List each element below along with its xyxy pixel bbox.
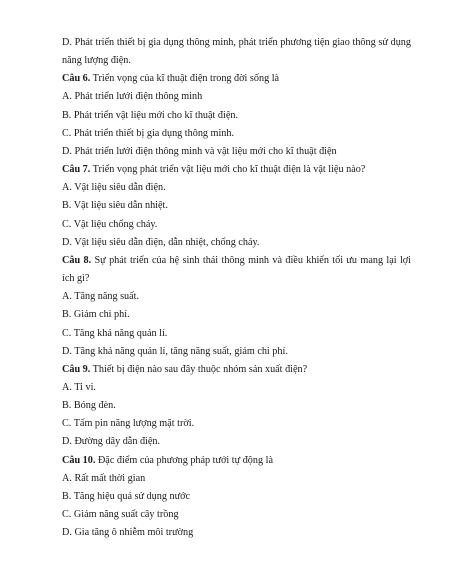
question-6-option-b: B. Phát triển vật liệu mới cho kĩ thuật điện.	[62, 109, 238, 121]
question-10-text: Đặc điểm của phương pháp tưới tự động là	[95, 454, 273, 466]
question-6-text: Triển vọng của kĩ thuật điện trong đời sống là	[90, 73, 280, 85]
question-7	[62, 161, 411, 179]
question-8-option-a: A. Tăng năng suất.	[62, 291, 140, 303]
question-10	[62, 452, 411, 470]
question-7-option-c: C. Vật liệu chống cháy.	[62, 218, 158, 230]
question-10-label: Câu 10.	[62, 454, 96, 466]
question-9-label: Câu 9.	[62, 363, 91, 375]
question-9-option-a: A. Ti vi.	[62, 381, 96, 393]
question-8	[62, 252, 411, 288]
question-7-label: Câu 7.	[62, 164, 91, 176]
question-10-option-d: D. Gia tăng ô nhiễm môi trường	[62, 527, 194, 539]
question-10-option-b: B. Tăng hiệu quả sử dụng nước	[62, 490, 191, 502]
question-9-option-d: D. Đường dây dẫn điện.	[62, 436, 161, 448]
question-9-option-c: C. Tấm pin năng lượng mặt trời.	[62, 418, 195, 430]
question-10-option-c: C. Giảm năng suất cây trồng	[62, 509, 179, 521]
question-8-option-c: C. Tăng khả năng quản lí.	[62, 327, 168, 339]
continuation-option-d: D. Phát triển thiết bị gia dụng thông minh, phát triển phương tiện giao thông sử dụng năng lượng điện.	[62, 37, 411, 67]
question-7-option-d: D. Vật liệu siêu dẫn điện, dẫn nhiệt, chống cháy.	[62, 236, 260, 248]
question-8-option-b: B. Giảm chi phí.	[62, 309, 130, 321]
question-9	[62, 361, 411, 379]
question-7-option-a: A. Vật liệu siêu dẫn điện.	[62, 182, 166, 194]
question-10-option-a: A. Rất mất thời gian	[62, 472, 146, 484]
question-9-text: Thiết bị điện nào sau đây thuộc nhóm sản xuất điện?	[90, 363, 308, 375]
question-8-label: Câu 8.	[62, 254, 92, 266]
document-page	[62, 34, 411, 542]
question-7-text: Triển vọng phát triển vật liệu mới cho kĩ thuật điện là vật liệu nào?	[90, 164, 366, 176]
question-7-option-b: B. Vật liệu siêu dẫn nhiệt.	[62, 200, 168, 212]
question-8-text: Sự phát triển của hệ sinh thái thông minh và điều khiển tối ưu mang lại lợi ích gì?	[62, 254, 412, 285]
question-6	[62, 70, 411, 88]
question-6-label: Câu 6.	[62, 73, 91, 85]
question-6-option-a: A. Phát triển lưới điện thông minh	[62, 91, 203, 103]
question-9-option-b: B. Bóng đèn.	[62, 400, 116, 412]
question-6-option-c: C. Phát triển thiết bị gia dụng thông minh.	[62, 127, 235, 139]
question-6-option-d: D. Phát triển lưới điện thông minh và vật liệu mới cho kĩ thuật điện	[62, 145, 337, 157]
question-8-option-d: D. Tăng khả năng quản lí, tăng năng suất, giảm chi phí.	[62, 345, 288, 357]
